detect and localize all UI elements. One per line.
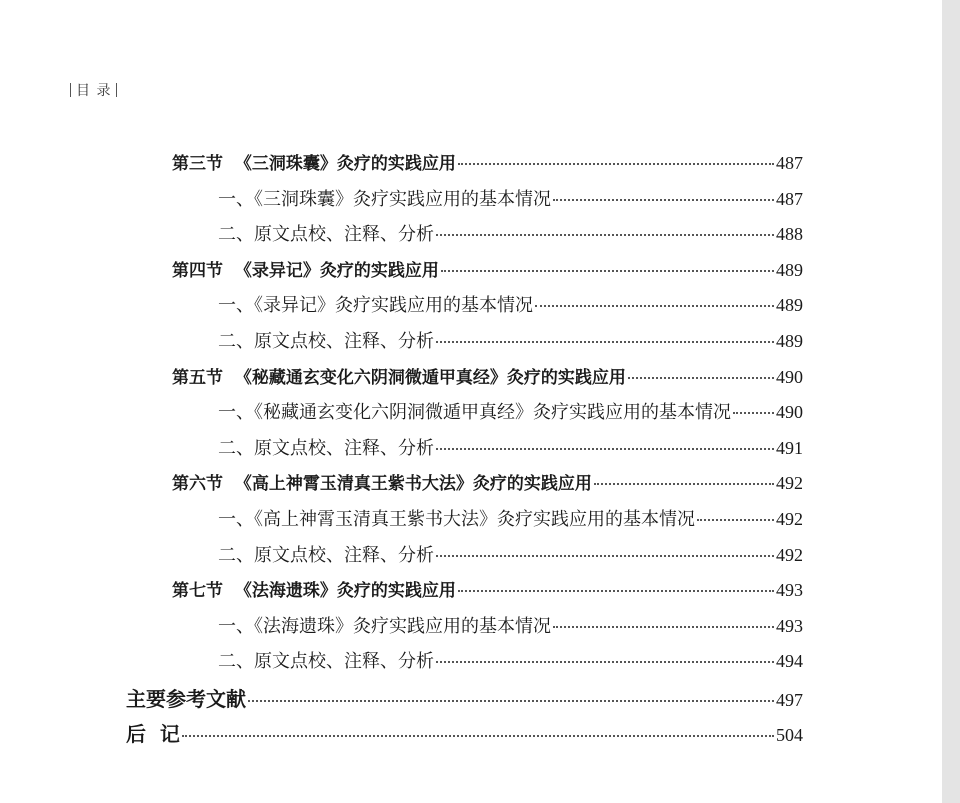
dot-leader: [628, 377, 774, 379]
toc-entry-subsection[interactable]: [218, 400, 803, 425]
toc-page-number: 494: [776, 651, 803, 671]
toc-page-number: 489: [776, 331, 803, 351]
toc-entry-subsection[interactable]: [218, 329, 803, 354]
toc-page-number: 504: [776, 725, 803, 745]
dot-leader: [441, 270, 774, 272]
toc-entry-title: 主要参考文献: [126, 687, 246, 711]
dot-leader: [697, 519, 774, 521]
dot-leader: [553, 199, 774, 201]
toc-entry-title: 后 记: [126, 722, 180, 746]
dot-leader: [182, 735, 774, 737]
header-title: 目 录: [76, 83, 112, 99]
toc-entry-subsection[interactable]: [218, 614, 803, 639]
toc-entry-title: 一、《秘藏通玄变化六阴洞微遁甲真经》灸疗实践应用的基本情况: [218, 402, 731, 423]
toc-page-number: 492: [776, 545, 803, 565]
dot-leader: [436, 555, 774, 557]
dot-leader: [436, 234, 774, 236]
toc-entry-title: 第五节 《秘藏通玄变化六阴洞微遁甲真经》灸疗的实践应用: [172, 368, 626, 388]
toc-entry-title: 一、《高上神霄玉清真王紫书大法》灸疗实践应用的基本情况: [218, 509, 695, 530]
dot-leader: [535, 305, 774, 307]
toc-entry-subsection[interactable]: [218, 507, 803, 532]
toc-page-number: 490: [776, 367, 803, 387]
toc-entry-title: 二、原文点校、注释、分析: [218, 224, 434, 245]
toc-entry-section[interactable]: [172, 151, 803, 176]
toc-page-number: 487: [776, 153, 803, 173]
toc-page-number: 487: [776, 189, 803, 209]
toc-entry-section[interactable]: [172, 365, 803, 390]
dot-leader: [248, 700, 774, 702]
toc-entry-subsection[interactable]: [218, 222, 803, 247]
toc-entry-title: 一、《三洞珠囊》灸疗实践应用的基本情况: [218, 189, 551, 210]
dot-leader: [733, 412, 774, 414]
header-rule-left: [70, 83, 71, 97]
toc-entry-subsection[interactable]: [218, 543, 803, 568]
toc-entry-section[interactable]: [172, 258, 803, 283]
toc-entry-title: 二、原文点校、注释、分析: [218, 331, 434, 352]
toc-entry-chapter[interactable]: [126, 722, 803, 747]
running-header: [70, 80, 117, 100]
toc-entry-section[interactable]: [172, 471, 803, 496]
toc-page-number: 488: [776, 224, 803, 244]
toc-entry-subsection[interactable]: [218, 436, 803, 461]
toc-page-number: 492: [776, 509, 803, 529]
toc-page-number: 490: [776, 402, 803, 422]
toc-entry-title: 一、《法海遗珠》灸疗实践应用的基本情况: [218, 616, 551, 637]
dot-leader: [458, 590, 774, 592]
toc-entry-section[interactable]: [172, 578, 803, 603]
dot-leader: [553, 626, 774, 628]
header-rule-right: [116, 83, 117, 97]
toc-entry-title: 二、原文点校、注释、分析: [218, 438, 434, 459]
toc-page-number: 493: [776, 616, 803, 636]
toc-entry-title: 第三节 《三洞珠囊》灸疗的实践应用: [172, 154, 456, 174]
toc-entry-title: 一、《录异记》灸疗实践应用的基本情况: [218, 295, 533, 316]
dot-leader: [436, 661, 774, 663]
toc-page-number: 491: [776, 438, 803, 458]
toc-entry-title: 第七节 《法海遗珠》灸疗的实践应用: [172, 581, 456, 601]
dot-leader: [458, 163, 774, 165]
scroll-gutter[interactable]: [942, 0, 960, 803]
dot-leader: [436, 341, 774, 343]
toc-entry-title: 二、原文点校、注释、分析: [218, 651, 434, 672]
toc-entry-title: 第四节 《录异记》灸疗的实践应用: [172, 261, 439, 281]
toc-entry-subsection[interactable]: [218, 187, 803, 212]
dot-leader: [594, 483, 774, 485]
toc-entry-chapter[interactable]: [126, 687, 803, 712]
toc-page-number: 489: [776, 260, 803, 280]
toc-entry-subsection[interactable]: [218, 649, 803, 674]
toc-entry-subsection[interactable]: [218, 293, 803, 318]
toc-page-number: 492: [776, 473, 803, 493]
toc-entry-title: 第六节 《高上神霄玉清真王紫书大法》灸疗的实践应用: [172, 474, 592, 494]
toc-entry-title: 二、原文点校、注释、分析: [218, 545, 434, 566]
dot-leader: [436, 448, 774, 450]
toc-page-number: 497: [776, 690, 803, 710]
toc-page-number: 489: [776, 295, 803, 315]
toc-page-number: 493: [776, 580, 803, 600]
